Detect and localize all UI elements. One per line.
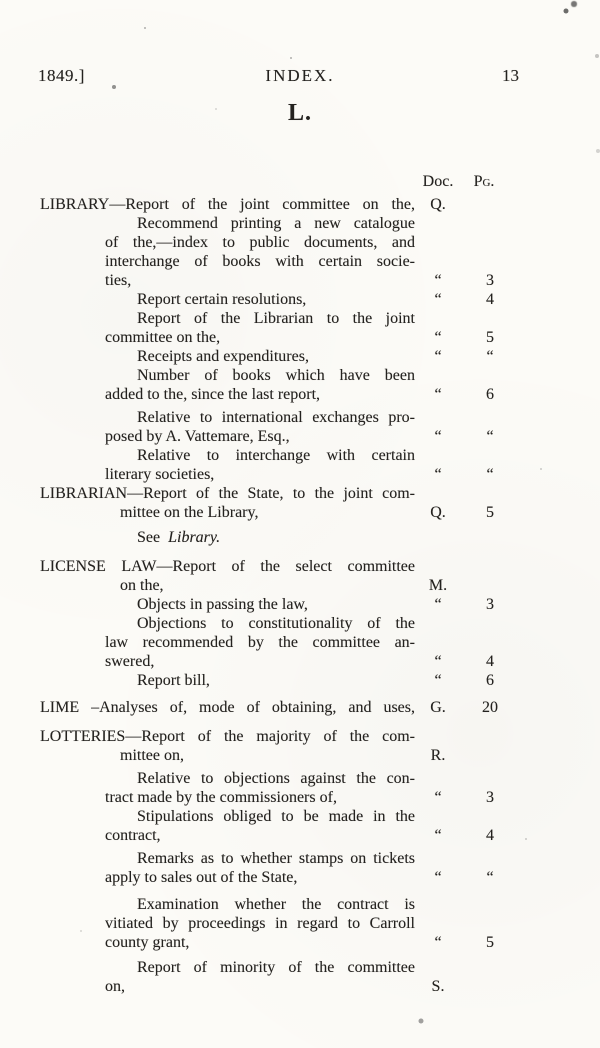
header-page-number: 13 bbox=[502, 66, 519, 85]
index-line: Report of the Librarian to the joint bbox=[137, 310, 415, 327]
index-row bbox=[40, 408, 560, 446]
index-row bbox=[40, 214, 560, 290]
index-line: Relative to objections against the con- bbox=[137, 770, 415, 787]
index-line: Report certain resolutions, bbox=[137, 291, 307, 308]
doc-ref: R. bbox=[430, 747, 446, 764]
index-row bbox=[40, 347, 560, 366]
index-line: law recommended by the committee an- bbox=[105, 634, 415, 651]
index-line: Stipulations obliged to be made in the bbox=[137, 808, 415, 825]
page-ref: 6 bbox=[486, 672, 494, 689]
doc-ref: S. bbox=[431, 978, 445, 995]
page-ref: “ bbox=[486, 869, 494, 886]
doc-ref: “ bbox=[434, 653, 442, 670]
doc-ref: “ bbox=[434, 596, 442, 613]
index-row bbox=[40, 895, 560, 952]
section-letter: L. bbox=[287, 100, 312, 126]
see-prefix: See bbox=[137, 529, 161, 546]
page-ref: 5 bbox=[486, 934, 494, 951]
doc-ref: “ bbox=[434, 869, 442, 886]
index-line: literary societies, bbox=[105, 466, 215, 483]
page-ref: 4 bbox=[486, 291, 494, 308]
index-line: Relative to international exchanges pro- bbox=[137, 409, 415, 426]
index-row bbox=[40, 849, 560, 887]
index-row bbox=[40, 557, 560, 595]
page-header bbox=[0, 66, 600, 88]
page-ref: 4 bbox=[486, 653, 494, 670]
page-ref: “ bbox=[486, 428, 494, 445]
index-line: apply to sales out of the State, bbox=[105, 869, 298, 886]
index-row bbox=[40, 446, 560, 484]
page-ref: 3 bbox=[486, 596, 494, 613]
page-ref: 4 bbox=[486, 827, 494, 844]
index-line: tract made by the commissioners of, bbox=[105, 789, 337, 806]
index-line: swered, bbox=[105, 653, 155, 670]
page-ref: 3 bbox=[486, 789, 494, 806]
page-ref: “ bbox=[486, 348, 494, 365]
index-line: of the,—index to public documents, and bbox=[105, 234, 415, 251]
doc-ref: “ bbox=[434, 827, 442, 844]
doc-column-header: Doc. bbox=[422, 173, 454, 190]
scan-specks bbox=[0, 0, 2, 2]
index-line: contract, bbox=[105, 827, 161, 844]
index-row bbox=[40, 769, 560, 807]
index-table bbox=[40, 172, 560, 996]
index-line: Number of books which have been bbox=[137, 367, 415, 384]
page-ref: 5 bbox=[486, 329, 494, 346]
doc-ref: “ bbox=[434, 428, 442, 445]
index-row bbox=[40, 727, 560, 765]
doc-ref: “ bbox=[434, 466, 442, 483]
page-ref: “ bbox=[486, 466, 494, 483]
index-line: on, bbox=[105, 978, 125, 995]
page-ref: 6 bbox=[486, 386, 494, 403]
index-line: added to the, since the last report, bbox=[105, 386, 321, 403]
index-row bbox=[40, 807, 560, 845]
index-line: LIME –Analyses of, mode of obtaining, and uses, bbox=[40, 699, 415, 716]
header-year: 1849.] bbox=[38, 66, 85, 85]
index-line: LIBRARIAN—Report of the State, to the joint com- bbox=[40, 485, 415, 502]
index-line: LOTTERIES—Report of the majority of the com- bbox=[40, 728, 415, 745]
doc-ref: “ bbox=[434, 934, 442, 951]
doc-ref: “ bbox=[434, 386, 442, 403]
index-line: Receipts and expenditures, bbox=[137, 348, 309, 365]
index-line: LICENSE LAW—Report of the select committee bbox=[40, 558, 415, 575]
column-header-row bbox=[40, 172, 560, 191]
doc-ref: “ bbox=[434, 789, 442, 806]
index-line: Objections to constitutionality of the bbox=[137, 615, 415, 632]
index-row bbox=[40, 698, 560, 717]
see-term: Library. bbox=[168, 529, 221, 546]
index-line: Report bill, bbox=[137, 672, 210, 689]
index-row bbox=[40, 290, 560, 309]
index-line: county grant, bbox=[105, 934, 190, 951]
page-ref: 20 bbox=[482, 699, 498, 716]
doc-ref: “ bbox=[434, 329, 442, 346]
index-line: Remarks as to whether stamps on tickets bbox=[137, 850, 415, 867]
index-row bbox=[40, 366, 560, 404]
index-line: Relative to interchange with certain bbox=[137, 447, 415, 464]
page-ref: 3 bbox=[486, 272, 494, 289]
index-line: Examination whether the contract is bbox=[137, 896, 415, 913]
index-row bbox=[40, 484, 560, 522]
index-line: vitiated by proceedings in regard to Carroll bbox=[105, 915, 415, 932]
doc-ref: “ bbox=[434, 348, 442, 365]
header-title: INDEX. bbox=[265, 66, 335, 85]
index-line: ties, bbox=[105, 272, 132, 289]
index-line: committee on the, bbox=[105, 329, 221, 346]
index-row bbox=[40, 958, 560, 996]
index-line: mittee on, bbox=[120, 747, 184, 764]
doc-ref: “ bbox=[434, 672, 442, 689]
pg-column-header: Pg. bbox=[473, 173, 495, 190]
doc-ref: M. bbox=[428, 577, 448, 594]
doc-ref: Q. bbox=[430, 196, 446, 213]
index-row bbox=[40, 309, 560, 347]
index-line: LIBRARY—Report of the joint committee on the, bbox=[40, 196, 415, 213]
index-row bbox=[40, 671, 560, 690]
doc-ref: G. bbox=[430, 699, 446, 716]
index-line: posed by A. Vattemare, Esq., bbox=[105, 428, 290, 445]
index-line: Recommend printing a new catalogue bbox=[137, 215, 415, 232]
index-row bbox=[40, 614, 560, 671]
index-row-see-reference bbox=[40, 528, 560, 547]
index-line: mittee on the Library, bbox=[120, 504, 259, 521]
index-row bbox=[40, 595, 560, 614]
index-line: Objects in passing the law, bbox=[137, 596, 308, 613]
index-line: Report of minority of the committee bbox=[137, 959, 415, 976]
see-reference bbox=[137, 528, 415, 547]
doc-ref: “ bbox=[434, 291, 442, 308]
doc-ref: Q. bbox=[430, 504, 446, 521]
index-line: on the, bbox=[120, 577, 164, 594]
index-line: interchange of books with certain socie- bbox=[105, 253, 415, 270]
doc-ref: “ bbox=[434, 272, 442, 289]
index-row bbox=[40, 195, 560, 214]
page-ref: 5 bbox=[486, 504, 494, 521]
